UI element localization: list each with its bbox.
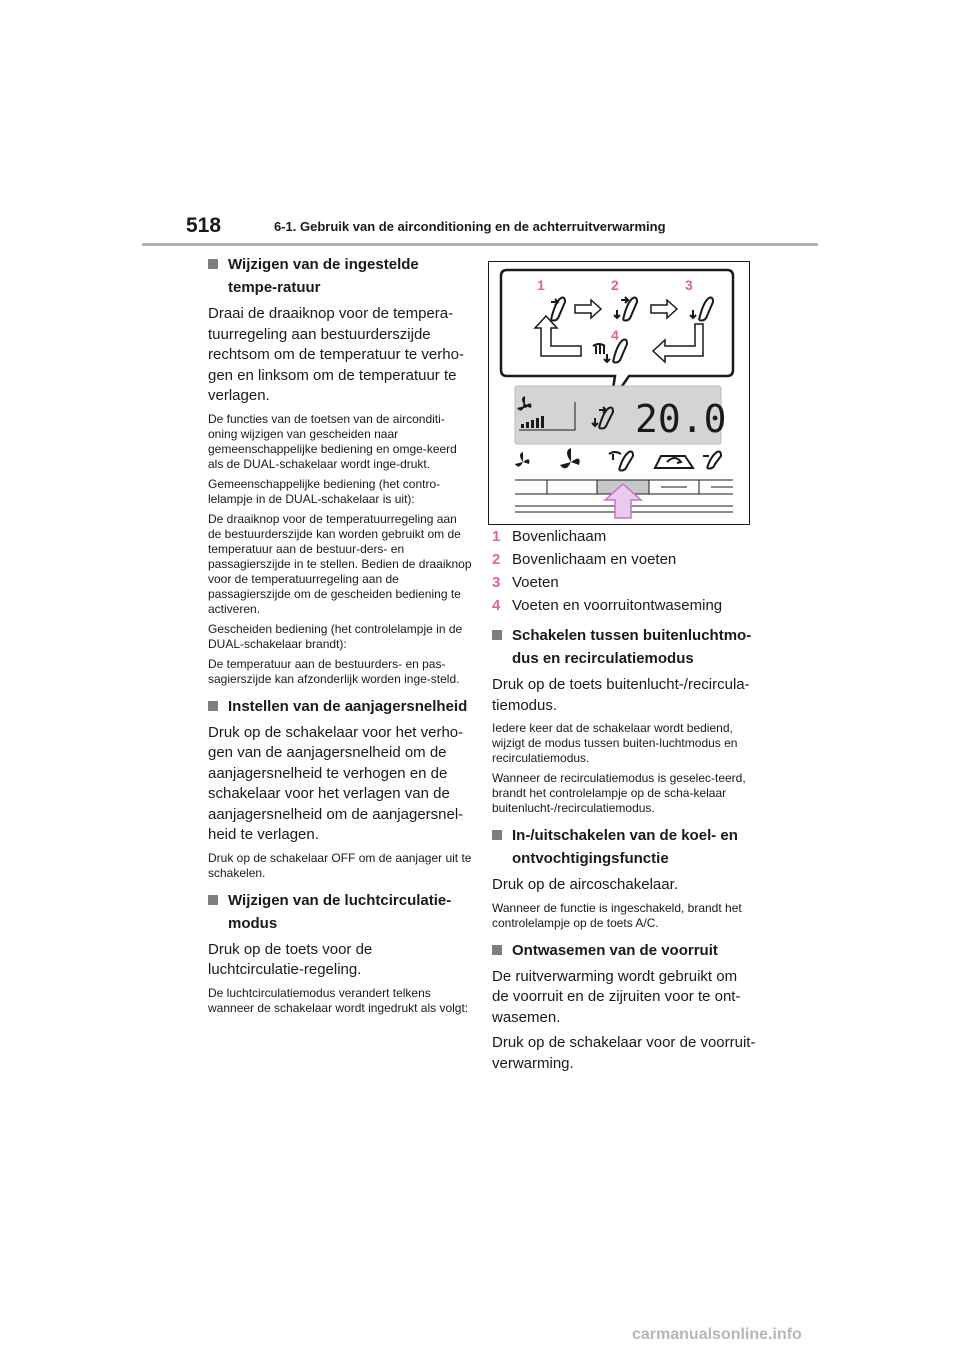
watermark: carmanualsonline.info	[632, 1326, 802, 1343]
temperature-note-4: Gescheiden bediening (het controlelampje in de DUAL-schakelaar brandt):	[208, 621, 463, 651]
list-item: 1 Bovenlichaam	[492, 528, 607, 545]
fan-speed-body: Druk op de schakelaar voor het verho-gen van de aanjagersnelheid om de aanjagersnelheid te verhogen en de schakelaar voor het verlagen van de aanjagersnelheid om de aanjagersnel-heid te verlagen.	[208, 723, 464, 843]
right-column	[492, 525, 756, 1079]
fan-speed-note: Druk op de schakelaar OFF om de aanjager uit te schakelen.	[208, 850, 472, 880]
page-number: 518	[186, 214, 222, 237]
bullet-square-icon	[492, 830, 502, 840]
temperature-note-5: De temperatuur aan de bestuurders- en pas-sagierszijde kan afzonderlijk worden inge-steld.	[208, 656, 460, 686]
airflow-mode-list	[492, 525, 756, 617]
fan-up-button-icon	[560, 448, 580, 468]
recirculation-note-1: Iedere keer dat de schakelaar wordt bediend, wijzigt de modus tussen buiten-luchtmodus en recirculatiemodus.	[492, 721, 738, 765]
defog-body-2: Druk op de schakelaar voor de voorruit-verwarming.	[492, 1034, 756, 1072]
bullet-square-icon	[208, 259, 218, 269]
defrost-button-icon	[703, 452, 721, 469]
defog-body-1: De ruitverwarming wordt gebruikt om de voorruit en de zijruiten voor te ont-wasemen.	[492, 967, 741, 1026]
temperature-note-1: De functies van de toetsen van de airconditi-oning wijzigen van gescheiden naar gemeenschappelijke bediening en omge-keerd als de DUAL-schakelaar wordt inge-drukt.	[208, 411, 457, 471]
bullet-square-icon	[208, 895, 218, 905]
cooling-note: Wanneer de functie is ingeschakeld, brandt het controlelampje op de toets A/C.	[492, 900, 742, 930]
temperature-note-3: De draaiknop voor de temperatuurregeling aan de bestuurderszijde kan worden gebruikt om de temperatuur aan de bestuur-ders- en passagierszijde in te stellen. Bedien de draaiknop voor de temperatuurregeling aan de passagierszijde om de gescheiden bediening te activeren.	[208, 511, 472, 616]
section-title-cooling: In-/uitschakelen van de koel- en ontvochtigingsfunctie	[492, 824, 756, 870]
bullet-square-icon	[492, 630, 502, 640]
temperature-body: Draai de draaiknop voor de tempera-tuurregeling aan bestuurderszijde rechtsom om de temperatuur te verho-gen en linksom om de temperatuur te verlagen.	[208, 305, 464, 404]
figure-label-2: 2	[611, 277, 619, 293]
airflow-mode-illustration	[488, 261, 750, 525]
mode-button-icon	[609, 452, 633, 471]
left-column	[208, 253, 472, 1021]
section-title-fan-speed: Instellen van de aanjagersnelheid	[208, 695, 472, 718]
figure-label-3: 3	[685, 277, 693, 293]
temperature-note-2: Gemeenschappelijke bediening (het contro-lelampje in de DUAL-schakelaar is uit):	[208, 476, 441, 506]
bullet-square-icon	[492, 945, 502, 955]
bullet-square-icon	[208, 701, 218, 711]
temperature-readout: 20.0	[635, 397, 727, 441]
section-title-defog: Ontwasemen van de voorruit	[492, 939, 756, 962]
figure-label-4: 4	[611, 327, 619, 343]
fan-down-button-icon	[515, 452, 529, 467]
section-title-recirculation: Schakelen tussen buitenluchtmo-dus en recirculatiemodus	[492, 624, 756, 670]
header-rule	[142, 243, 818, 246]
section-title-temperature: Wijzigen van de ingestelde tempe-ratuur	[208, 253, 472, 299]
list-item: 2 Bovenlichaam en voeten	[492, 551, 677, 568]
cooling-body: Druk op de aircoschakelaar.	[492, 876, 678, 893]
list-item: 3 Voeten	[492, 574, 559, 591]
recirculation-button-icon	[655, 456, 693, 468]
section-title-airflow-mode: Wijzigen van de luchtcirculatie-modus	[208, 889, 472, 935]
chapter-title: 6-1. Gebruik van de airconditioning en de achterruitverwarming	[274, 219, 666, 234]
airflow-mode-body: Druk op de toets voor de luchtcirculatie-regeling.	[208, 940, 373, 978]
airflow-mode-note: De luchtcirculatiemodus verandert telkens wanneer de schakelaar wordt ingedrukt als volgt:	[208, 985, 469, 1015]
list-item: 4 Voeten en voorruitontwaseming	[492, 597, 723, 614]
recirculation-body: Druk op de toets buitenlucht-/recircula-tiemodus.	[492, 676, 750, 714]
airflow-diagram	[489, 262, 749, 524]
figure-label-1: 1	[537, 277, 545, 293]
recirculation-note-2: Wanneer de recirculatiemodus is geselec-teerd, brandt het controlelampje op de scha-kelaar buitenlucht-/recirculatiemodus.	[492, 771, 746, 815]
